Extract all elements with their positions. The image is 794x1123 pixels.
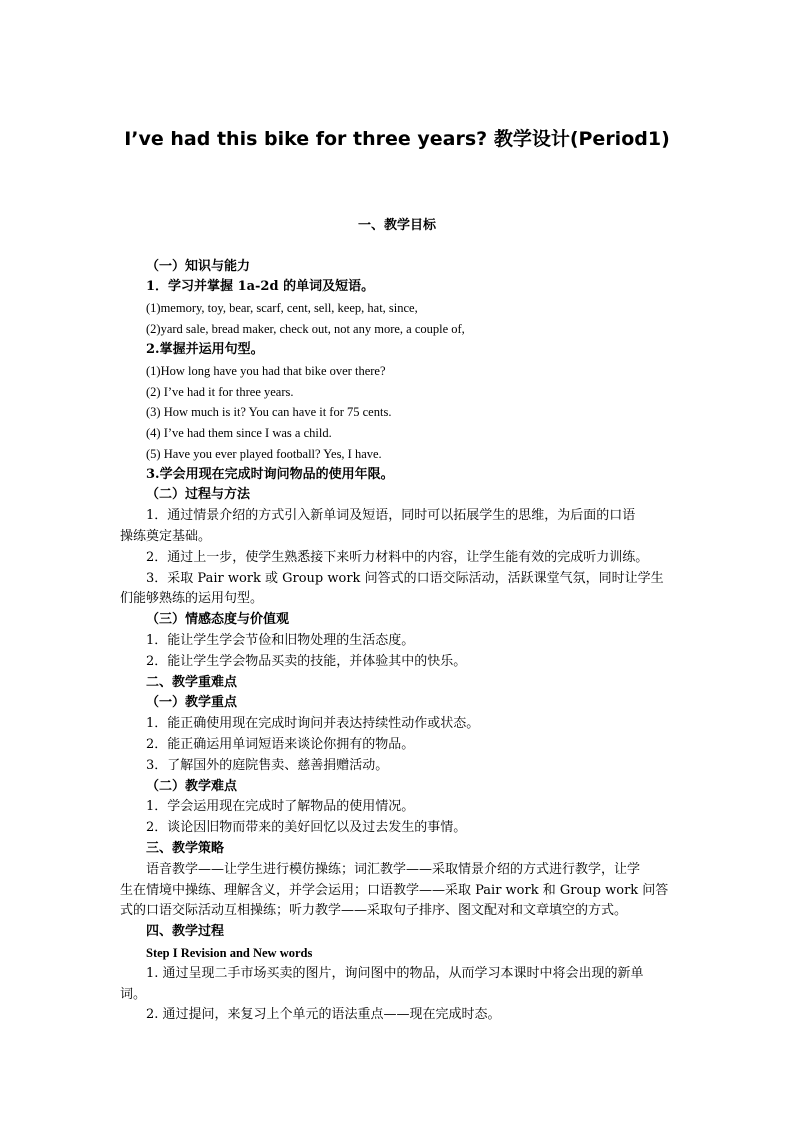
text-line: （二）过程与方法: [146, 487, 251, 502]
text-line: 1．通过情景介绍的方式引入新单词及短语，同时可以拓展学生的思维，为后面的口语: [146, 508, 636, 523]
text-line: 语音教学——让学生进行模仿操练；词汇教学——采取情景介绍的方式进行教学，让学: [146, 862, 641, 877]
text-line: (2) I’ve had it for three years.: [146, 385, 294, 399]
text-line: 2. 通过提问，来复习上个单元的语法重点——现在完成时态。: [146, 1007, 501, 1022]
text-line: 1．能让学生学会节俭和旧物处理的生活态度。: [146, 633, 415, 648]
text-line: (4) I’ve had them since I was a child.: [146, 426, 332, 440]
text-line: 2．能让学生学会物品买卖的技能，并体验其中的快乐。: [146, 654, 467, 669]
text-line: 3．了解国外的庭院售卖、慈善捐赠活动。: [146, 758, 389, 773]
text-line: 1. 通过呈现二手市场买卖的图片，询问图中的物品，从而学习本课时中将会出现的新单: [146, 966, 644, 981]
text-line: 词。: [120, 987, 147, 1002]
text-line: （一）教学重点: [146, 695, 238, 710]
text-line: (5) Have you ever played football? Yes, I have.: [146, 447, 382, 461]
text-line: 1．学习并掌握 1a-2d 的单词及短语。: [146, 279, 375, 294]
text-line: 3．采取 Pair work 或 Group work 问答式的口语交际活动，活跃课堂气氛，同时让学生: [146, 571, 664, 586]
text-line: 2．能正确运用单词短语来谈论你拥有的物品。: [146, 737, 415, 752]
text-line: （三）情感态度与价值观: [146, 612, 290, 627]
text-line: 生在情境中操练、理解含义，并学会运用；口语教学——采取 Pair work 和 Group work 问答: [120, 883, 669, 898]
text-line: 们能够熟练的运用句型。: [120, 591, 264, 606]
text-line: （一）知识与能力: [146, 259, 251, 274]
text-line: 1．能正确使用现在完成时询问并表达持续性动作或状态。: [146, 716, 480, 731]
text-line: Step I Revision and New words: [146, 946, 313, 960]
text-line: 四、教学过程: [146, 924, 225, 939]
text-line: 2．通过上一步，使学生熟悉接下来听力材料中的内容，让学生能有效的完成听力训练。: [146, 550, 649, 565]
text-line: 二、教学重难点: [146, 675, 238, 690]
text-line: 三、教学策略: [146, 841, 225, 856]
text-line: （二）教学难点: [146, 779, 238, 794]
document-title: I’ve had this bike for three years? 教学设计(Period1): [124, 128, 670, 150]
text-line: 2.掌握并运用句型。: [146, 342, 264, 357]
text-line: (1)memory, toy, bear, scarf, cent, sell, keep, hat, since,: [146, 301, 418, 315]
text-line: (2)yard sale, bread maker, check out, not any more, a couple of,: [146, 322, 465, 336]
text-line: 式的口语交际活动互相操练；听力教学——采取句子排序、图文配对和文章填空的方式。: [120, 903, 628, 918]
text-line: 1．学会运用现在完成时了解物品的使用情况。: [146, 799, 415, 814]
text-line: 2．谈论因旧物而带来的美好回忆以及过去发生的事情。: [146, 820, 467, 835]
text-line: (3) How much is it? You can have it for 75 cents.: [146, 405, 392, 419]
text-line: 操练奠定基础。: [120, 529, 212, 544]
text-line: (1)How long have you had that bike over there?: [146, 364, 386, 378]
text-line: 一、教学目标: [357, 218, 436, 233]
text-line: 3.学会用现在完成时询问物品的使用年限。: [146, 467, 394, 482]
